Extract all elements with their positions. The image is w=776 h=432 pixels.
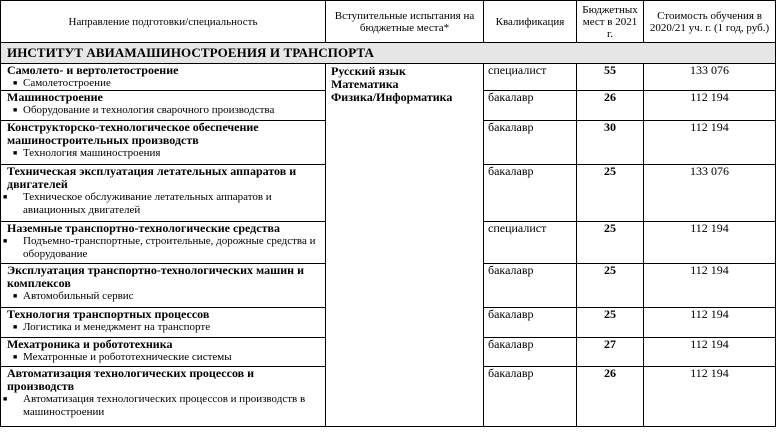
header-places: Бюджетных мест в 2021 г. <box>577 1 644 43</box>
places-cell: 25 <box>577 264 644 308</box>
specialization-label: Автомобильный сервис <box>23 290 134 302</box>
header-exams: Вступительные испытания на бюджетные места* <box>326 1 484 43</box>
specialization <box>7 290 322 303</box>
program-name: Самолето- и вертолетостроение <box>7 63 179 77</box>
cost-cell: 112 194 <box>644 367 776 427</box>
qualification-cell: бакалавр <box>484 308 577 338</box>
program-name: Эксплуатация транспортно-технологических машин и комплексов <box>7 263 304 290</box>
header-qualification: Квалификация <box>484 1 577 43</box>
program-cell <box>1 264 326 308</box>
bullet-icon: ■ <box>13 292 18 300</box>
exam-physics-informatics: Физика/Информатика <box>331 90 453 104</box>
program-name: Мехатроника и робототехника <box>7 337 173 351</box>
program-cell <box>1 308 326 338</box>
program-name: Технология транспортных процессов <box>7 307 210 321</box>
program-name: Наземные транспортно-технологические средства <box>7 221 280 235</box>
places-cell: 30 <box>577 121 644 165</box>
program-cell <box>1 165 326 222</box>
cost-cell: 112 194 <box>644 338 776 367</box>
specialization-label: Техническое обслуживание летательных аппаратов и авиационных двигателей <box>23 191 272 216</box>
program-cell <box>1 338 326 367</box>
places-cell: 27 <box>577 338 644 367</box>
program-cell <box>1 367 326 427</box>
bullet-icon: ■ <box>3 395 8 403</box>
specialization <box>3 393 322 419</box>
cost-cell: 112 194 <box>644 222 776 264</box>
cost-cell: 112 194 <box>644 121 776 165</box>
specialization <box>3 191 322 217</box>
exam-math: Математика <box>331 77 399 91</box>
bullet-icon: ■ <box>13 79 18 87</box>
program-cell <box>1 222 326 264</box>
specialization-label: Логистика и менеджмент на транспорте <box>23 321 211 333</box>
table-row <box>1 64 776 91</box>
program-name: Автоматизация технологических процессов и производств <box>7 366 255 393</box>
header-cost: Стоимость обучения в 2020/21 уч. г. (1 год, руб.) <box>644 1 776 43</box>
bullet-icon: ■ <box>13 353 18 361</box>
qualification-cell: бакалавр <box>484 338 577 367</box>
cost-cell: 112 194 <box>644 91 776 121</box>
institute-title: ИНСТИТУТ АВИАМАШИНОСТРОЕНИЯ И ТРАНСПОРТА <box>1 43 776 64</box>
qualification-cell: бакалавр <box>484 264 577 308</box>
qualification-cell: специалист <box>484 64 577 91</box>
header-direction: Направление подготовки/специальность <box>1 1 326 43</box>
cost-cell: 112 194 <box>644 264 776 308</box>
specialization-label: Самолетостроение <box>23 77 111 89</box>
places-cell: 26 <box>577 91 644 121</box>
places-cell: 25 <box>577 222 644 264</box>
specialization <box>7 351 322 364</box>
specialization <box>7 104 322 117</box>
specialization-label: Оборудование и технология сварочного производства <box>23 104 275 116</box>
places-cell: 25 <box>577 165 644 222</box>
program-name: Конструкторско-технологическое обеспечение машиностроительных производств <box>7 120 259 147</box>
bullet-icon: ■ <box>3 237 8 245</box>
qualification-cell: бакалавр <box>484 91 577 121</box>
bullet-icon: ■ <box>13 149 18 157</box>
cost-cell: 133 076 <box>644 64 776 91</box>
exam-russian: Русский язык <box>331 64 406 78</box>
qualification-cell: бакалавр <box>484 165 577 222</box>
specialization <box>3 235 322 261</box>
specialization <box>7 321 322 334</box>
cost-cell: 133 076 <box>644 165 776 222</box>
qualification-cell: бакалавр <box>484 367 577 427</box>
places-cell: 25 <box>577 308 644 338</box>
header-row <box>1 1 776 43</box>
specialization <box>7 147 322 160</box>
program-cell <box>1 121 326 165</box>
exams-cell <box>326 64 484 427</box>
specialization-label: Мехатронные и робототехнические системы <box>23 351 232 363</box>
specialization-label: Технология машиностроения <box>23 147 161 159</box>
bullet-icon: ■ <box>13 106 18 114</box>
program-cell <box>1 91 326 121</box>
cost-cell: 112 194 <box>644 308 776 338</box>
places-cell: 55 <box>577 64 644 91</box>
places-cell: 26 <box>577 367 644 427</box>
program-cell <box>1 64 326 91</box>
specialization-label: Автоматизация технологических процессов и производств в машиностроении <box>23 393 306 418</box>
program-name: Техническая эксплуатация летательных аппаратов и двигателей <box>7 164 297 191</box>
qualification-cell: бакалавр <box>484 121 577 165</box>
institute-row <box>1 43 776 64</box>
specialization <box>7 77 322 90</box>
program-name: Машиностроение <box>7 90 103 104</box>
bullet-icon: ■ <box>3 193 8 201</box>
bullet-icon: ■ <box>13 323 18 331</box>
qualification-cell: специалист <box>484 222 577 264</box>
specialization-label: Подъемно-транспортные, строительные, дорожные средства и оборудование <box>23 235 316 260</box>
